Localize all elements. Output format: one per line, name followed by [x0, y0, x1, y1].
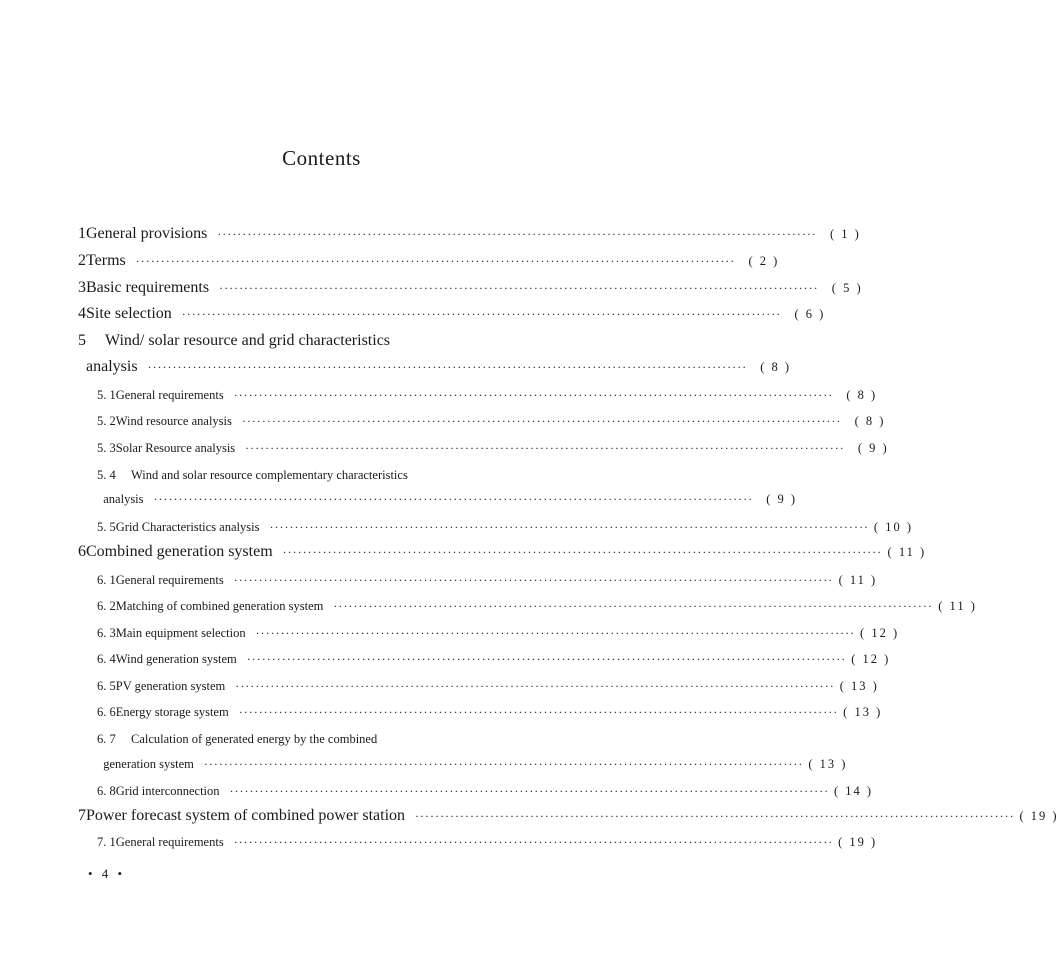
toc-entry-number: 6. 8 [97, 784, 116, 798]
toc-entry-label: Wind and solar resource complementary characteristics [131, 468, 408, 482]
toc-entry[interactable] [0, 252, 780, 270]
toc-entry[interactable] [0, 441, 889, 456]
toc-entry[interactable] [0, 492, 798, 507]
toc-entry-page: ( 11 ) [838, 573, 878, 587]
toc-entry-page: ( 13 ) [843, 705, 883, 719]
toc-entry-number: 6. 4 [97, 652, 116, 666]
toc-leader-dots: ························································································································ [233, 573, 834, 587]
toc-entry-label: General requirements [115, 835, 224, 849]
toc-entry-page: ( 8 ) [846, 388, 878, 402]
toc-leader-dots: ························································································································ [333, 599, 933, 613]
toc-leader-dots: ························································································································ [245, 441, 845, 455]
toc-leader-dots: ························································································································ [269, 520, 869, 534]
toc-entry-number: 1 [78, 225, 86, 242]
toc-leader-dots: ························································································································ [415, 809, 1015, 823]
toc-leader-dots: ························································································································ [203, 757, 804, 771]
toc-entry-page: ( 13 ) [808, 757, 848, 771]
toc-entry-label: Combined generation system [86, 543, 273, 560]
toc-entry-label: Matching of combined generation system [115, 599, 324, 613]
toc-leader-dots: ························································································································ [229, 784, 830, 798]
toc-entry-number: 5. 1 [97, 388, 116, 402]
page-title: Contents [282, 146, 361, 170]
toc-entry-label: Grid Characteristics analysis [115, 520, 260, 534]
toc-entry-number: 6. 7 [97, 732, 116, 746]
toc-entry-label: Calculation of generated energy by the combined [131, 732, 378, 746]
toc-leader-dots: ························································································································ [246, 652, 847, 666]
toc-entry-label: General requirements [115, 573, 224, 587]
toc-entry-label: Terms [86, 252, 126, 269]
toc-leader-dots: ························································································································ [219, 281, 819, 295]
toc-entry-number: 5. 2 [97, 414, 116, 428]
toc-entry[interactable] [0, 279, 863, 297]
toc-leader-dots: ························································································································ [217, 227, 817, 241]
toc-entry-label: analysis [86, 358, 138, 375]
toc-entry-number: 5. 4 [97, 468, 116, 482]
toc-leader-dots: ························································································································ [235, 679, 835, 693]
toc-leader-dots: ························································································································ [233, 835, 834, 849]
toc-entry-label: generation system [103, 757, 194, 771]
toc-entry-label: Wind resource analysis [115, 414, 232, 428]
toc-entry[interactable] [0, 358, 792, 376]
toc-entry-number: 6. 2 [97, 599, 116, 613]
toc-entry-page: ( 12 ) [851, 652, 891, 666]
toc-entry[interactable] [0, 757, 848, 772]
toc-entry[interactable] [0, 305, 826, 323]
toc-entry-page: ( 2 ) [748, 254, 780, 268]
toc-entry-page: ( 11 ) [887, 545, 927, 559]
toc-entry-label: Wind/ solar resource and grid characteristics [105, 332, 391, 349]
toc-entry[interactable] [0, 626, 900, 641]
toc-leader-dots: ························································································································ [181, 307, 782, 321]
toc-entry-label: Basic requirements [86, 279, 210, 296]
toc-entry-label: analysis [103, 492, 144, 506]
toc-entry-number: 6. 1 [97, 573, 116, 587]
toc-entry[interactable] [0, 784, 874, 799]
toc-entry-page: ( 19 ) [1019, 809, 1059, 823]
toc-leader-dots: ························································································································ [255, 626, 856, 640]
toc-entry-number: 6 [78, 543, 86, 560]
toc-entry[interactable] [0, 835, 878, 850]
toc-leader-dots: ························································································································ [135, 254, 736, 268]
toc-entry-number: 5 [78, 332, 86, 349]
toc-entry-page: ( 13 ) [839, 679, 879, 693]
toc-entry-page: ( 11 ) [938, 599, 977, 613]
toc-entry-label: General provisions [86, 225, 208, 242]
toc-entry-page: ( 8 ) [760, 360, 792, 374]
toc-entry-page: ( 9 ) [857, 441, 889, 455]
toc-entry[interactable] [0, 732, 573, 747]
toc-leader-dots: ························································································································ [233, 388, 834, 402]
toc-entry-number: 2 [78, 252, 86, 269]
toc-entry[interactable] [0, 225, 861, 243]
toc-entry-label: PV generation system [115, 679, 226, 693]
toc-leader-dots: ························································································································ [153, 492, 754, 506]
toc-entry-number: 7 [78, 807, 86, 824]
toc-entry-page: ( 12 ) [860, 626, 900, 640]
toc-entry-label: Main equipment selection [115, 626, 246, 640]
toc-entry[interactable] [0, 520, 913, 535]
toc-entry-page: ( 6 ) [794, 307, 826, 321]
toc-entry[interactable] [0, 807, 1059, 825]
toc-leader-dots: ························································································································ [238, 705, 839, 719]
toc-entry-number: 5. 5 [97, 520, 116, 534]
toc-entry-page: ( 9 ) [766, 492, 798, 506]
toc-entry-label: General requirements [115, 388, 224, 402]
toc-entry-label: Wind generation system [115, 652, 237, 666]
toc-entry[interactable] [0, 652, 891, 667]
toc-entry-label: Site selection [86, 305, 172, 322]
page-number: • 4 • [88, 866, 126, 881]
toc-entry-number: 3 [78, 279, 86, 296]
toc-entry[interactable] [0, 543, 927, 561]
toc-entry-label: Power forecast system of combined power station [86, 807, 406, 824]
toc-entry[interactable] [0, 414, 886, 429]
toc-entry[interactable] [0, 388, 878, 403]
toc-entry-page: ( 10 ) [873, 520, 913, 534]
toc-entry[interactable] [0, 599, 977, 614]
toc-entry[interactable] [0, 332, 573, 350]
toc-entry-page: ( 1 ) [830, 227, 861, 241]
toc-entry-number: 6. 5 [97, 679, 116, 693]
toc-entry[interactable] [0, 468, 573, 483]
toc-entry-number: 6. 6 [97, 705, 116, 719]
toc-leader-dots: ························································································································ [241, 414, 842, 428]
toc-entry-label: Energy storage system [115, 705, 229, 719]
toc-entry[interactable] [0, 679, 879, 694]
toc-entry[interactable] [0, 705, 883, 720]
toc-entry-page: ( 14 ) [834, 784, 874, 798]
toc-entry-number: 5. 3 [97, 441, 116, 455]
toc-entry-label: Grid interconnection [115, 784, 220, 798]
toc-entry-page: ( 8 ) [854, 414, 886, 428]
toc-entry[interactable] [0, 573, 878, 588]
toc-leader-dots: ························································································································ [282, 545, 883, 559]
toc-leader-dots: ························································································································ [147, 360, 748, 374]
toc-entry-number: 4 [78, 305, 86, 322]
toc-entry-label: Solar Resource analysis [115, 441, 236, 455]
toc-entry-page: ( 19 ) [838, 835, 878, 849]
toc-entry-number: 6. 3 [97, 626, 116, 640]
toc-entry-number: 7. 1 [97, 835, 116, 849]
toc-entry-page: ( 5 ) [831, 281, 863, 295]
